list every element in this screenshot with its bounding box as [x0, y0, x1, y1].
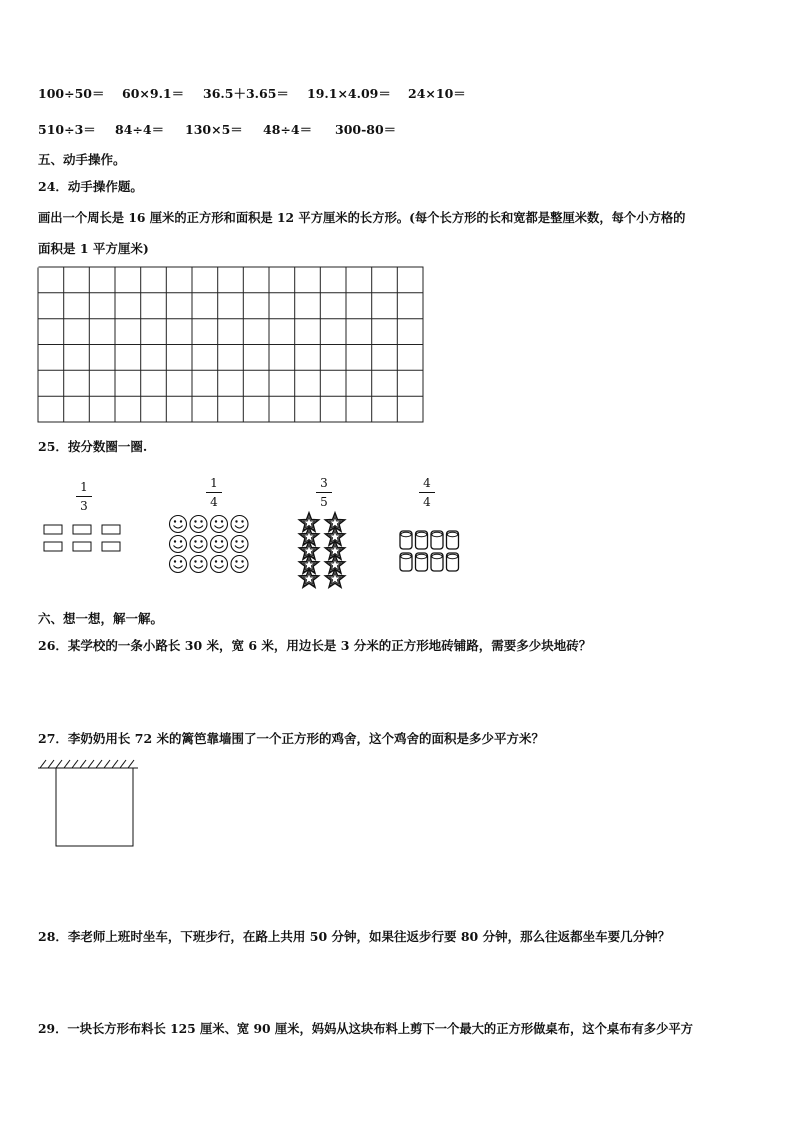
q29-text: 29．一块长方形布料长 125 厘米、宽 90 厘米，妈妈从这块布料上剪下一个最大的正方形做桌布，这个桌布有多少平方 — [38, 1021, 693, 1036]
square-grid[interactable] — [38, 267, 424, 423]
q24-title: 24．动手操作题。 — [38, 179, 143, 194]
fraction-numerator: 1 — [80, 480, 88, 494]
fraction-numerator: 1 — [210, 476, 218, 490]
cylinder-icon — [400, 531, 412, 549]
calc-1-5: 24×10＝ — [408, 86, 466, 101]
fraction-one-third — [74, 480, 94, 513]
smiley-icon — [211, 536, 228, 553]
smiley-icon — [190, 516, 207, 533]
q24-text-line1: 画出一个周长是 16 厘米的正方形和面积是 12 平方厘米的长方形。(每个长方形的长和宽都是整厘米数，每个小方格的 — [38, 210, 686, 225]
q27-text: 27．李奶奶用长 72 米的篱笆靠墙围了一个正方形的鸡舍，这个鸡舍的面积是多少平方米？ — [38, 731, 544, 746]
rectangles-group[interactable] — [40, 520, 124, 556]
smiley-icon — [170, 516, 187, 533]
rectangle-icon — [73, 542, 91, 551]
wall-hatching — [40, 760, 134, 768]
smiley-icon — [231, 536, 248, 553]
smileys-group[interactable] — [168, 514, 254, 576]
cylinder-icon — [447, 531, 459, 549]
smiley-icon — [231, 556, 248, 573]
rectangle-icon — [73, 525, 91, 534]
smiley-icon — [231, 516, 248, 533]
calc-1-3: 36.5＋3.65＝ — [203, 86, 289, 101]
q24-text-line2: 面积是 1 平方厘米) — [38, 241, 149, 256]
calc-2-3: 130×5＝ — [185, 122, 243, 137]
cylinder-icon — [400, 553, 412, 571]
smiley-icon — [211, 556, 228, 573]
rectangle-icon — [102, 542, 120, 551]
q25-title: 25．按分数圈一圈. — [38, 439, 148, 454]
star-icon — [325, 569, 344, 587]
fraction-three-fifths — [314, 476, 334, 509]
q26-text: 26．某学校的一条小路长 30 米，宽 6 米，用边长是 3 分米的正方形地砖铺路，需要多少块地砖？ — [38, 638, 592, 653]
fraction-denominator: 3 — [80, 499, 88, 513]
smiley-icon — [190, 556, 207, 573]
cylinders-group[interactable] — [396, 528, 462, 578]
rectangle-icon — [102, 525, 120, 534]
stars-group[interactable] — [296, 514, 350, 588]
calc-2-1: 510÷3＝ — [38, 122, 96, 137]
cylinder-icon — [416, 531, 428, 549]
cylinder-icon — [431, 553, 443, 571]
calc-1-4: 19.1×4.09＝ — [307, 86, 391, 101]
chicken-coop-figure — [36, 756, 146, 850]
fraction-denominator: 4 — [210, 495, 218, 509]
cylinder-icon — [447, 553, 459, 571]
calc-2-2: 84÷4＝ — [115, 122, 165, 137]
section-6-heading: 六、想一想，解一解。 — [38, 611, 164, 626]
smiley-icon — [170, 536, 187, 553]
smiley-icon — [190, 536, 207, 553]
fraction-numerator: 4 — [423, 476, 431, 490]
rectangle-icon — [44, 542, 62, 551]
q28-text: 28．李老师上班时坐车，下班步行，在路上共用 50 分钟，如果往返步行要 80 分钟，那么往返都坐车要几分钟？ — [38, 929, 671, 944]
cylinder-icon — [416, 553, 428, 571]
calc-2-4: 48÷4＝ — [263, 122, 313, 137]
smiley-icon — [170, 556, 187, 573]
fraction-denominator: 5 — [320, 495, 328, 509]
star-icon — [299, 569, 318, 587]
smiley-icon — [211, 516, 228, 533]
calc-1-2: 60×9.1＝ — [122, 86, 185, 101]
fraction-denominator: 4 — [423, 495, 431, 509]
fence-square — [56, 768, 133, 846]
cylinder-icon — [431, 531, 443, 549]
fraction-one-quarter — [204, 476, 224, 509]
calc-1-1: 100÷50＝ — [38, 86, 105, 101]
rectangle-icon — [44, 525, 62, 534]
fraction-four-quarters — [417, 476, 437, 509]
fraction-numerator: 3 — [320, 476, 328, 490]
calc-2-5: 300-80＝ — [335, 122, 397, 137]
section-5-heading: 五、动手操作。 — [38, 152, 126, 167]
